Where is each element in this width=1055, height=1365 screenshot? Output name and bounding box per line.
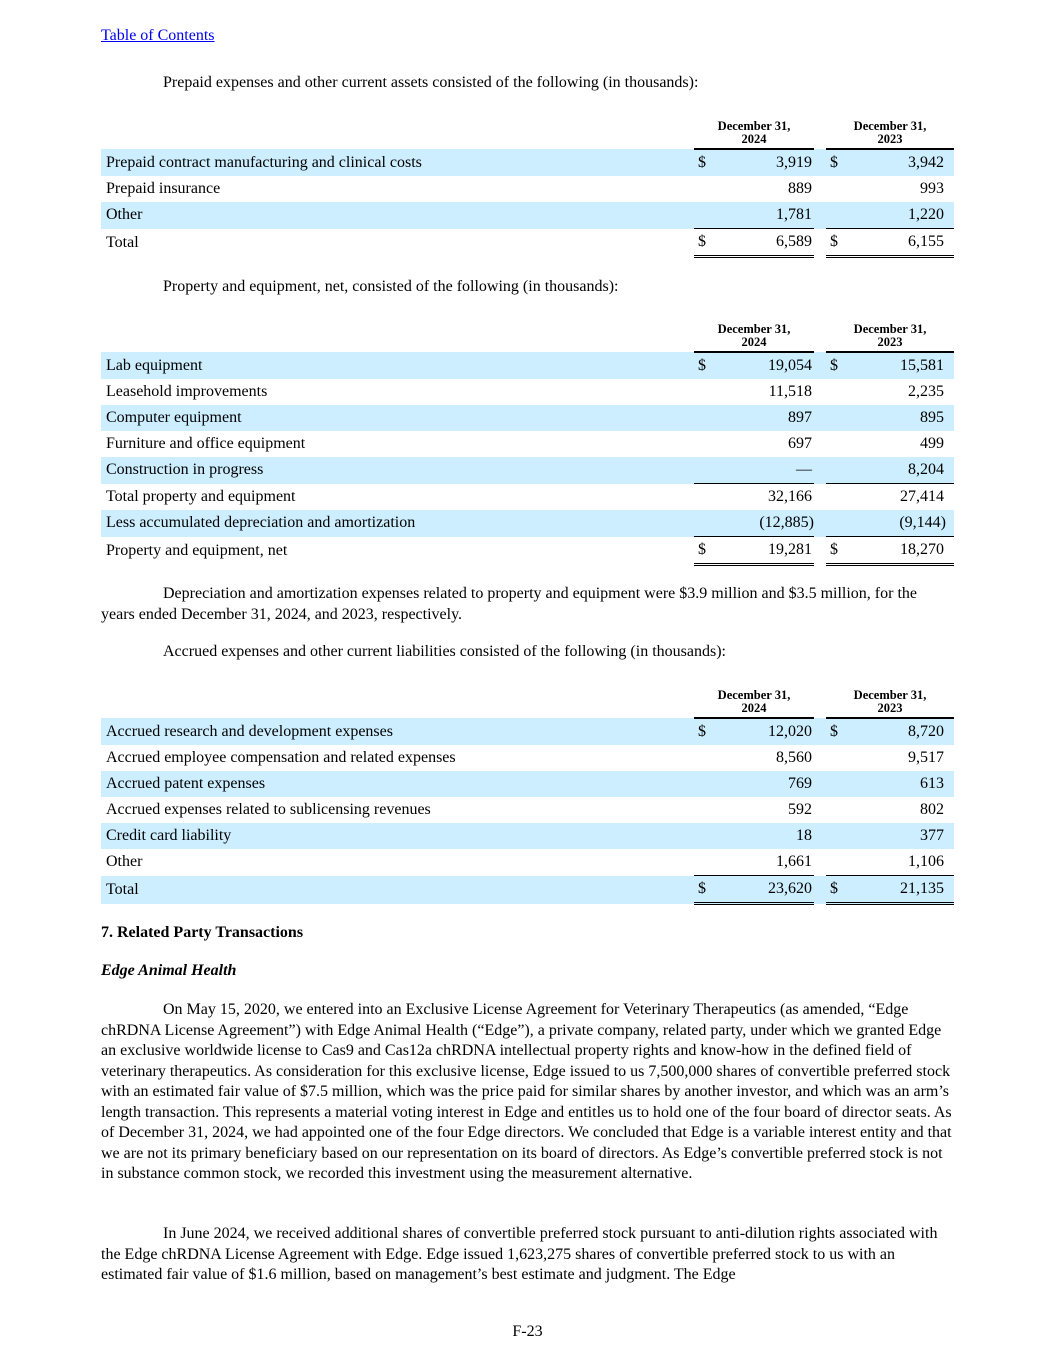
table-row (101, 431, 954, 457)
table-row (101, 510, 954, 537)
value-2023: 9,517 (908, 749, 944, 766)
value-2024: (12,885) (722, 510, 814, 537)
table-row-total (101, 229, 954, 257)
value-2023: 613 (854, 771, 946, 797)
value-2023: 27,414 (854, 484, 946, 511)
row-label: Credit card liability (101, 823, 694, 849)
section-heading: 7. Related Party Transactions (101, 924, 304, 941)
prepaid-expenses-table (101, 120, 954, 258)
subsection-heading: Edge Animal Health (101, 962, 237, 979)
row-label: Other (101, 202, 694, 229)
currency-symbol: $ (694, 537, 722, 565)
table-row (101, 797, 954, 823)
row-label: Prepaid contract manufacturing and clinical costs (101, 149, 694, 176)
value-2023: 2,235 (908, 383, 944, 400)
value-2024: 12,020 (722, 718, 814, 745)
value-2023: 18,270 (854, 537, 946, 565)
page-number: F-23 (512, 1323, 543, 1340)
column-header-2024: December 31, 2024 (694, 323, 814, 352)
value-2024: 769 (722, 771, 814, 797)
property-intro-text: Property and equipment, net, consisted of the following (in thousands): (163, 278, 619, 295)
currency-symbol: $ (826, 229, 854, 257)
value-2024: 697 (788, 435, 812, 452)
table-row (101, 405, 954, 431)
value-2023: 895 (854, 405, 946, 431)
row-label: Total (106, 233, 139, 251)
value-2023: 8,204 (854, 457, 946, 484)
value-2023: 993 (920, 180, 944, 197)
column-header-2023: December 31, 2023 (826, 689, 954, 718)
value-2024: 19,281 (722, 537, 814, 565)
value-2024: 1,781 (722, 202, 814, 229)
table-row-subtotal (101, 484, 954, 511)
accrued-expenses-table (101, 689, 954, 905)
value-2023: 6,155 (854, 229, 946, 257)
currency-symbol: $ (826, 876, 854, 904)
value-2024: 592 (788, 801, 812, 818)
value-2023: 21,135 (854, 876, 946, 904)
table-row (101, 176, 954, 202)
prepaid-intro-text: Prepaid expenses and other current assets consisted of the following (in thousands): (163, 74, 699, 91)
value-2023: 499 (920, 435, 944, 452)
table-row (101, 771, 954, 797)
value-2023: 1,106 (908, 853, 944, 870)
value-2023: 377 (854, 823, 946, 849)
column-header-2024: December 31, 2024 (694, 689, 814, 718)
value-2024: — (722, 457, 814, 484)
accrued-intro-text: Accrued expenses and other current liabilities consisted of the following (in thousands): (163, 643, 726, 660)
row-label: Less accumulated depreciation and amortization (101, 510, 694, 537)
property-equipment-table (101, 323, 954, 566)
currency-symbol: $ (694, 718, 722, 745)
row-label: Prepaid insurance (106, 180, 221, 197)
table-row (101, 379, 954, 405)
row-label: Other (106, 853, 143, 871)
table-of-contents-link[interactable]: Table of Contents (101, 27, 215, 44)
row-label: Accrued employee compensation and related expenses (106, 749, 456, 766)
row-label: Lab equipment (101, 352, 694, 379)
value-2023: 1,220 (854, 202, 946, 229)
row-label: Total (101, 876, 694, 904)
anti-dilution-paragraph: In June 2024, we received additional shares of convertible preferred stock pursuant to anti-dilution rights associated with the Edge chRDNA License Agreement with Edge. Edge issued 1,623,275 shares of convertible preferred stock to us with an estimated fair value of $1.6 million, based on management’s best estimate and judgment. The Edge (101, 1225, 938, 1283)
value-2024: 23,620 (722, 876, 814, 904)
row-label: Accrued expenses related to sublicensing revenues (106, 801, 431, 818)
table-row (101, 149, 954, 176)
currency-symbol: $ (694, 876, 722, 904)
column-header-2023: December 31, 2023 (826, 323, 954, 352)
row-label: Construction in progress (101, 457, 694, 484)
value-2024: 1,661 (776, 853, 812, 870)
row-label: Leasehold improvements (106, 383, 268, 400)
value-2023: 3,942 (854, 149, 946, 176)
value-2023: 15,581 (854, 352, 946, 379)
value-2024: 32,166 (722, 484, 814, 511)
table-row (101, 849, 954, 876)
table-row (101, 718, 954, 745)
value-2024: 8,560 (776, 749, 812, 766)
currency-symbol: $ (694, 352, 722, 379)
value-2023: 802 (920, 801, 944, 818)
value-2024: 19,054 (722, 352, 814, 379)
table-row (101, 457, 954, 484)
table-row (101, 823, 954, 849)
column-header-2023: December 31, 2023 (826, 120, 954, 149)
table-row (101, 352, 954, 379)
row-label: Property and equipment, net (106, 541, 288, 559)
currency-symbol: $ (694, 149, 722, 176)
currency-symbol: $ (826, 718, 854, 745)
value-2024: 6,589 (722, 229, 814, 257)
value-2024: 3,919 (722, 149, 814, 176)
currency-symbol: $ (694, 229, 722, 257)
currency-symbol: $ (826, 149, 854, 176)
value-2023: 8,720 (854, 718, 946, 745)
row-label: Furniture and office equipment (106, 435, 306, 452)
value-2024: 18 (722, 823, 814, 849)
value-2024: 11,518 (768, 383, 812, 400)
value-2024: 889 (788, 180, 812, 197)
currency-symbol: $ (826, 352, 854, 379)
value-2024: 897 (722, 405, 814, 431)
table-row (101, 745, 954, 771)
depreciation-paragraph: Depreciation and amortization expenses related to property and equipment were $3.9 million and $3.5 million, for the years ended December 31, 2024, and 2023, respectively. (101, 585, 917, 623)
currency-symbol: $ (826, 537, 854, 565)
table-row (101, 202, 954, 229)
row-label: Accrued research and development expenses (101, 718, 694, 745)
row-label: Total property and equipment (106, 487, 296, 505)
row-label: Computer equipment (101, 405, 694, 431)
column-header-2024: December 31, 2024 (694, 120, 814, 149)
table-row-total (101, 876, 954, 904)
table-row-total (101, 537, 954, 565)
value-2023: (9,144) (854, 510, 946, 537)
row-label: Accrued patent expenses (101, 771, 694, 797)
edge-license-paragraph: On May 15, 2020, we entered into an Exclusive License Agreement for Veterinary Therapeutics (as amended, “Edge chRDNA License Agreement”) with Edge Animal Health (“Edge”), a private company, related party, under which we granted Edge an exclusive worldwide license to Cas9 and Cas12a chRDNA intellectual property rights and know-how in the defined field of veterinary therapeutics. As consideration for this exclusive license, Edge issued to us 7,500,000 shares of convertible preferred stock with an estimated fair value of $7.5 million, which was the price paid for similar shares by another investor, and which was an arm’s length transaction. This represents a material voting interest in Edge and entitles us to hold one of the four board of director seats. As of December 31, 2024, we had appointed one of the four Edge directors. We concluded that Edge is a variable interest entity and that we are not its primary beneficiary based on our representation on its board of directors. As Edge’s convertible preferred stock is not in substance common stock, we recorded this investment using the measurement alternative. (101, 1001, 952, 1182)
